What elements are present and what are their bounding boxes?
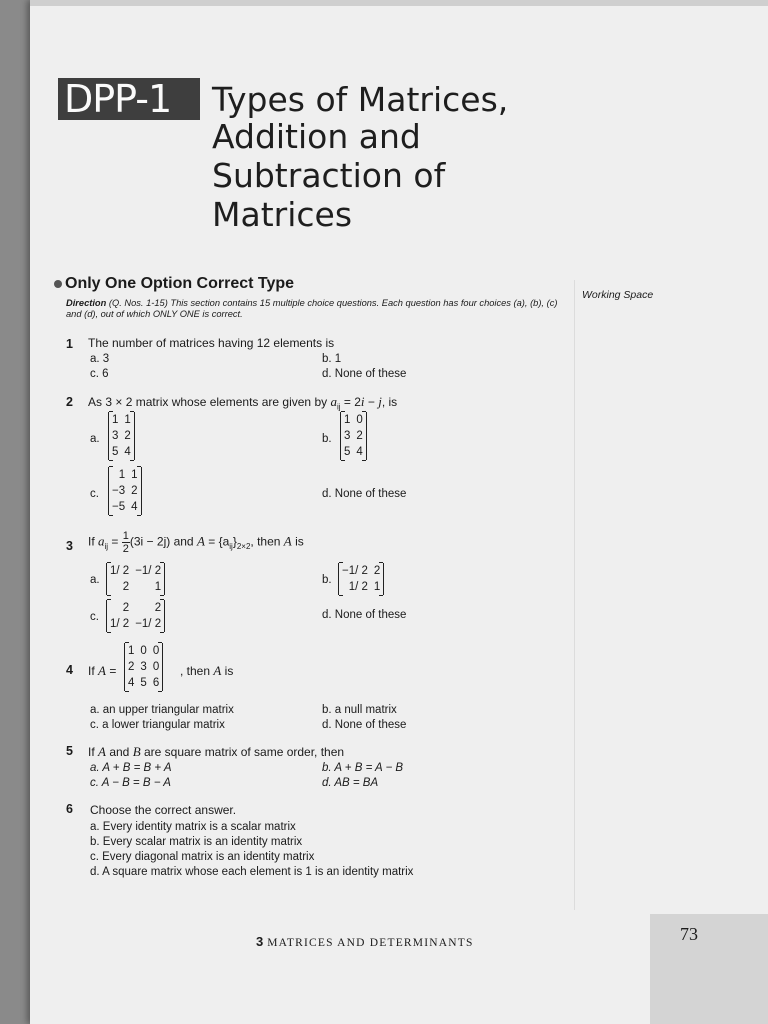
matrix-cell: 5 [344, 446, 351, 458]
option-b: b. A + B = A − B [322, 762, 404, 774]
matrix-cell: 4 [124, 446, 131, 458]
question-text: Choose the correct answer. [90, 803, 237, 817]
option-d: d. None of these [322, 719, 407, 731]
question-text-part: and [109, 745, 130, 759]
question-text-part: is [295, 534, 304, 549]
option-c: c. Every diagonal matrix is an identity matrix [90, 851, 315, 863]
matrix-cell: 1 [344, 414, 351, 426]
matrix-cell: 4 [128, 677, 135, 689]
question-text-part: = [109, 664, 117, 678]
subscript-order: 2×2 [236, 542, 251, 552]
matrix-table [339, 563, 383, 595]
question-text: The number of matrices having 12 elements is [88, 336, 335, 350]
chapter-footer [256, 934, 474, 949]
question-text-part: , then [180, 664, 211, 678]
option-a: a. an upper triangular matrix [90, 704, 234, 716]
option-c: c. A − B = B − A [90, 777, 171, 789]
subscript-ij: ij [229, 542, 233, 552]
matrix-cell: 1/ 2 [110, 618, 130, 630]
matrix-cell: 1 [112, 414, 119, 426]
variable-A: A [213, 663, 222, 678]
matrix-cell: 0 [356, 414, 363, 426]
question-text-part: = {a [208, 534, 230, 549]
page-title-line-1: Types of Matrices, [212, 80, 509, 119]
matrix-cell: 2 [356, 430, 363, 442]
matrix-cell: −1/ 2 [342, 565, 368, 577]
option-c: c. a lower triangular matrix [90, 719, 225, 731]
section-heading-text: Only One Option Correct Type [65, 275, 295, 292]
variable-A: A [283, 533, 292, 549]
matrix-cell: 3 [140, 661, 147, 673]
option-d: d. A square matrix whose each element is 1 is an identity matrix [90, 866, 414, 878]
matrix-cell: 0 [152, 661, 160, 673]
matrix-cell: 6 [152, 677, 160, 689]
question-text-part: As 3 × 2 matrix whose elements are given by [88, 395, 328, 409]
matrix-cell: 1/ 2 [348, 581, 368, 593]
dpp-badge-corner [188, 78, 198, 120]
matrix-cell: 1 [154, 581, 162, 593]
question-number: 4 [66, 663, 73, 677]
option-c-matrix [106, 600, 165, 632]
variable-a: a [330, 394, 337, 409]
page-title-line-2: Addition and [212, 117, 421, 156]
matrix-cell: 4 [356, 446, 363, 458]
matrix-cell: 2 [124, 430, 131, 442]
page-top-edge [30, 0, 768, 6]
matrix-cell: 1 [131, 469, 138, 481]
matrix-table [109, 412, 134, 460]
question-text: If $a_{ij}$ = $\frac{1}{2}$ (3i − 2j) and $A = \{a_{ij}\}_{2\times 2}$, then A is [88, 530, 304, 555]
matrix-cell: 1 [373, 581, 381, 593]
matrix-cell: 2 [154, 602, 162, 614]
matrix-table [107, 563, 164, 595]
matrix-cell: 3 [112, 430, 119, 442]
question-text: As 3 × 2 matrix whose elements are given by $a_{ij} = 2i - j$, is [88, 394, 398, 412]
chapter-number: 3 [256, 934, 264, 949]
matrix-cell: 1 [118, 469, 126, 481]
question-number: 1 [66, 337, 73, 351]
matrix-cell: −1/ 2 [135, 565, 162, 577]
question-text-part: If [88, 534, 95, 549]
option-b: b. Every scalar matrix is an identity matrix [90, 836, 303, 848]
page-number: 73 [680, 924, 698, 944]
variable-j: j [378, 394, 382, 409]
matrix-cell: 1 [128, 645, 135, 657]
page-number-box [650, 914, 768, 1024]
option-a: a. Every identity matrix is a scalar matrix [90, 821, 296, 833]
option-b-matrix [338, 563, 384, 595]
matrix-cell: −3 [112, 485, 126, 497]
working-space-divider [574, 280, 575, 910]
variable-A: A [98, 744, 106, 759]
option-c-label: c. [90, 488, 99, 500]
option-a-label: a. [90, 574, 100, 586]
option-a-matrix [106, 563, 165, 595]
matrix-cell: 2 [122, 602, 130, 614]
matrix-table [109, 467, 141, 515]
direction-label: Direction [66, 298, 107, 308]
matrix-table [341, 412, 366, 460]
option-a-label: a. [90, 433, 100, 445]
matrix-cell: 5 [112, 446, 119, 458]
page-title-line-3: Subtraction of [212, 156, 446, 195]
variable-A: A [98, 663, 106, 678]
matrix-cell: 2 [131, 485, 138, 497]
question-text-part: (3i − 2j) and [129, 534, 194, 549]
circle-bullet-icon [54, 280, 62, 288]
matrix-table [107, 600, 164, 632]
option-d: d. AB = BA [322, 777, 379, 789]
question-number: 3 [66, 539, 73, 553]
fraction-numerator: 1 [122, 530, 129, 542]
question-number: 6 [66, 802, 73, 816]
question-text-part: } [232, 534, 237, 549]
dpp-badge: DPP-1 [58, 78, 200, 120]
variable-i: i [360, 394, 365, 409]
option-b: b. 1 [322, 353, 342, 365]
question-text-suffix [180, 663, 233, 679]
question-text-part: If [88, 664, 95, 678]
chapter-title: MATRICES AND DETERMINANTS [267, 937, 474, 949]
matrix-cell: −5 [112, 501, 126, 513]
fraction [122, 530, 130, 555]
option-b-label: b. [322, 574, 332, 586]
question-text-part: , is [381, 395, 398, 409]
question-text-part: , then [250, 534, 281, 549]
option-a: a. A + B = B + A [90, 762, 172, 774]
subscript-ij: ij [336, 402, 341, 412]
question-text-part: If [88, 745, 95, 759]
matrix-cell: 2 [122, 581, 130, 593]
matrix-cell: 3 [344, 430, 351, 442]
question-text-prefix [88, 663, 116, 679]
question-text-part: = 2 [340, 395, 361, 409]
option-b: b. a null matrix [322, 704, 397, 716]
direction-body: This section contains 15 multiple choice questions. Each question has four choices (a), (b), (c) and (d), out of which ONLY ONE is correct. [66, 298, 558, 319]
option-a: a. 3 [90, 353, 110, 365]
option-a-matrix [108, 412, 135, 460]
direction-text [66, 298, 566, 320]
matrix-cell: 1/ 2 [110, 565, 130, 577]
option-c-label: c. [90, 611, 99, 623]
option-d: d. None of these [322, 368, 407, 380]
variable-a: a [98, 533, 105, 549]
fraction-denominator: 2 [122, 543, 129, 555]
option-b-label: b. [322, 433, 332, 445]
matrix-cell: −1/ 2 [135, 618, 162, 630]
variable-A: A [196, 533, 205, 549]
option-c: c. 6 [90, 368, 109, 380]
matrix-cell: 4 [131, 501, 138, 513]
question-text-part: is [224, 664, 234, 678]
matrix-cell: 2 [128, 661, 135, 673]
question-matrix [124, 643, 163, 691]
variable-B: B [132, 744, 141, 759]
matrix-cell: 0 [140, 645, 147, 657]
book-page [30, 0, 768, 1024]
question-text-part: are square matrix of same order, then [143, 745, 345, 759]
option-b-matrix [340, 412, 367, 460]
question-text [88, 744, 344, 760]
matrix-table [125, 643, 162, 691]
option-c-matrix [108, 467, 142, 515]
matrix-cell: 0 [152, 645, 160, 657]
working-space-label: Working Space [582, 289, 654, 301]
page-title-line-4: Matrices [212, 195, 353, 234]
option-d: d. None of these [322, 609, 407, 621]
matrix-cell: 5 [140, 677, 147, 689]
subscript-ij: ij [104, 542, 109, 552]
direction-range: (Q. Nos. 1-15) [108, 298, 168, 308]
question-number: 2 [66, 395, 73, 409]
section-heading [54, 275, 294, 293]
matrix-cell: 1 [124, 414, 131, 426]
option-d: d. None of these [322, 488, 407, 500]
question-number: 5 [66, 744, 73, 758]
matrix-cell: 2 [373, 565, 381, 577]
